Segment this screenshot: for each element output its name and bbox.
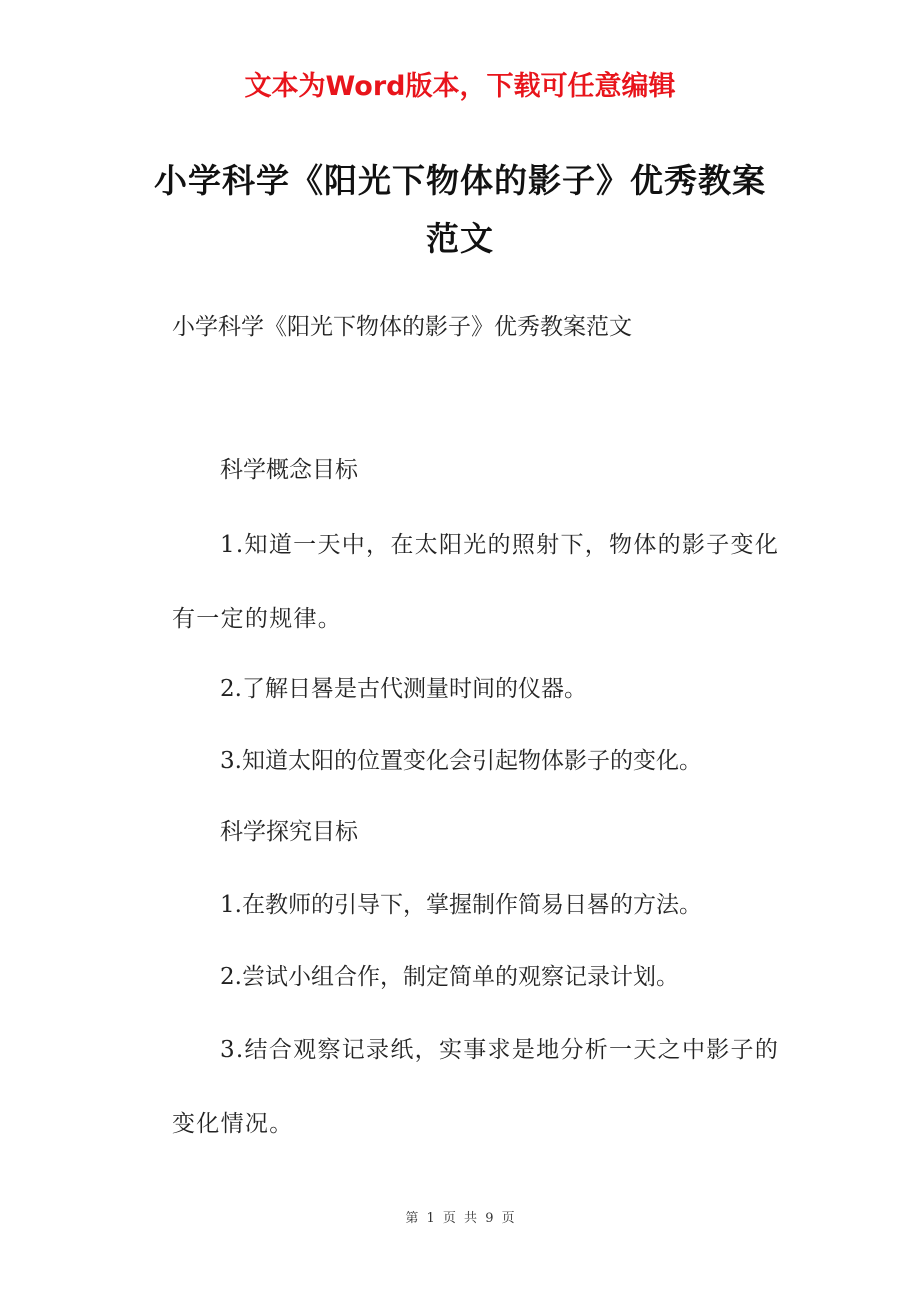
download-notice: 文本为Word版本，下载可任意编辑 [244,71,676,102]
subtitle-paragraph: 小学科学《阳光下物体的影子》优秀教案范文 [172,314,632,340]
section-heading-inquiry-goals: 科学探究目标 [220,819,358,845]
concept-goal-1: 1.知道一天中，在太阳光的照射下，物体的影子变化有一定的规律。 [172,532,780,632]
document-title: 小学科学《阳光下物体的影子》优秀教案范文 [154,161,766,258]
concept-goal-2: 2.了解日晷是古代测量时间的仪器。 [220,676,587,702]
concept-goal-3: 3.知道太阳的位置变化会引起物体影子的变化。 [220,748,702,774]
inquiry-goal-1: 1.在教师的引导下，掌握制作简易日晷的方法。 [220,892,702,918]
section-heading-concept-goals: 科学概念目标 [220,457,358,483]
inquiry-goal-3: 3.结合观察记录纸，实事求是地分析一天之中影子的变化情况。 [172,1037,780,1137]
inquiry-goal-2: 2.尝试小组合作，制定简单的观察记录计划。 [220,964,679,990]
page-number-footer: 第 1 页 共 9 页 [405,1211,515,1226]
